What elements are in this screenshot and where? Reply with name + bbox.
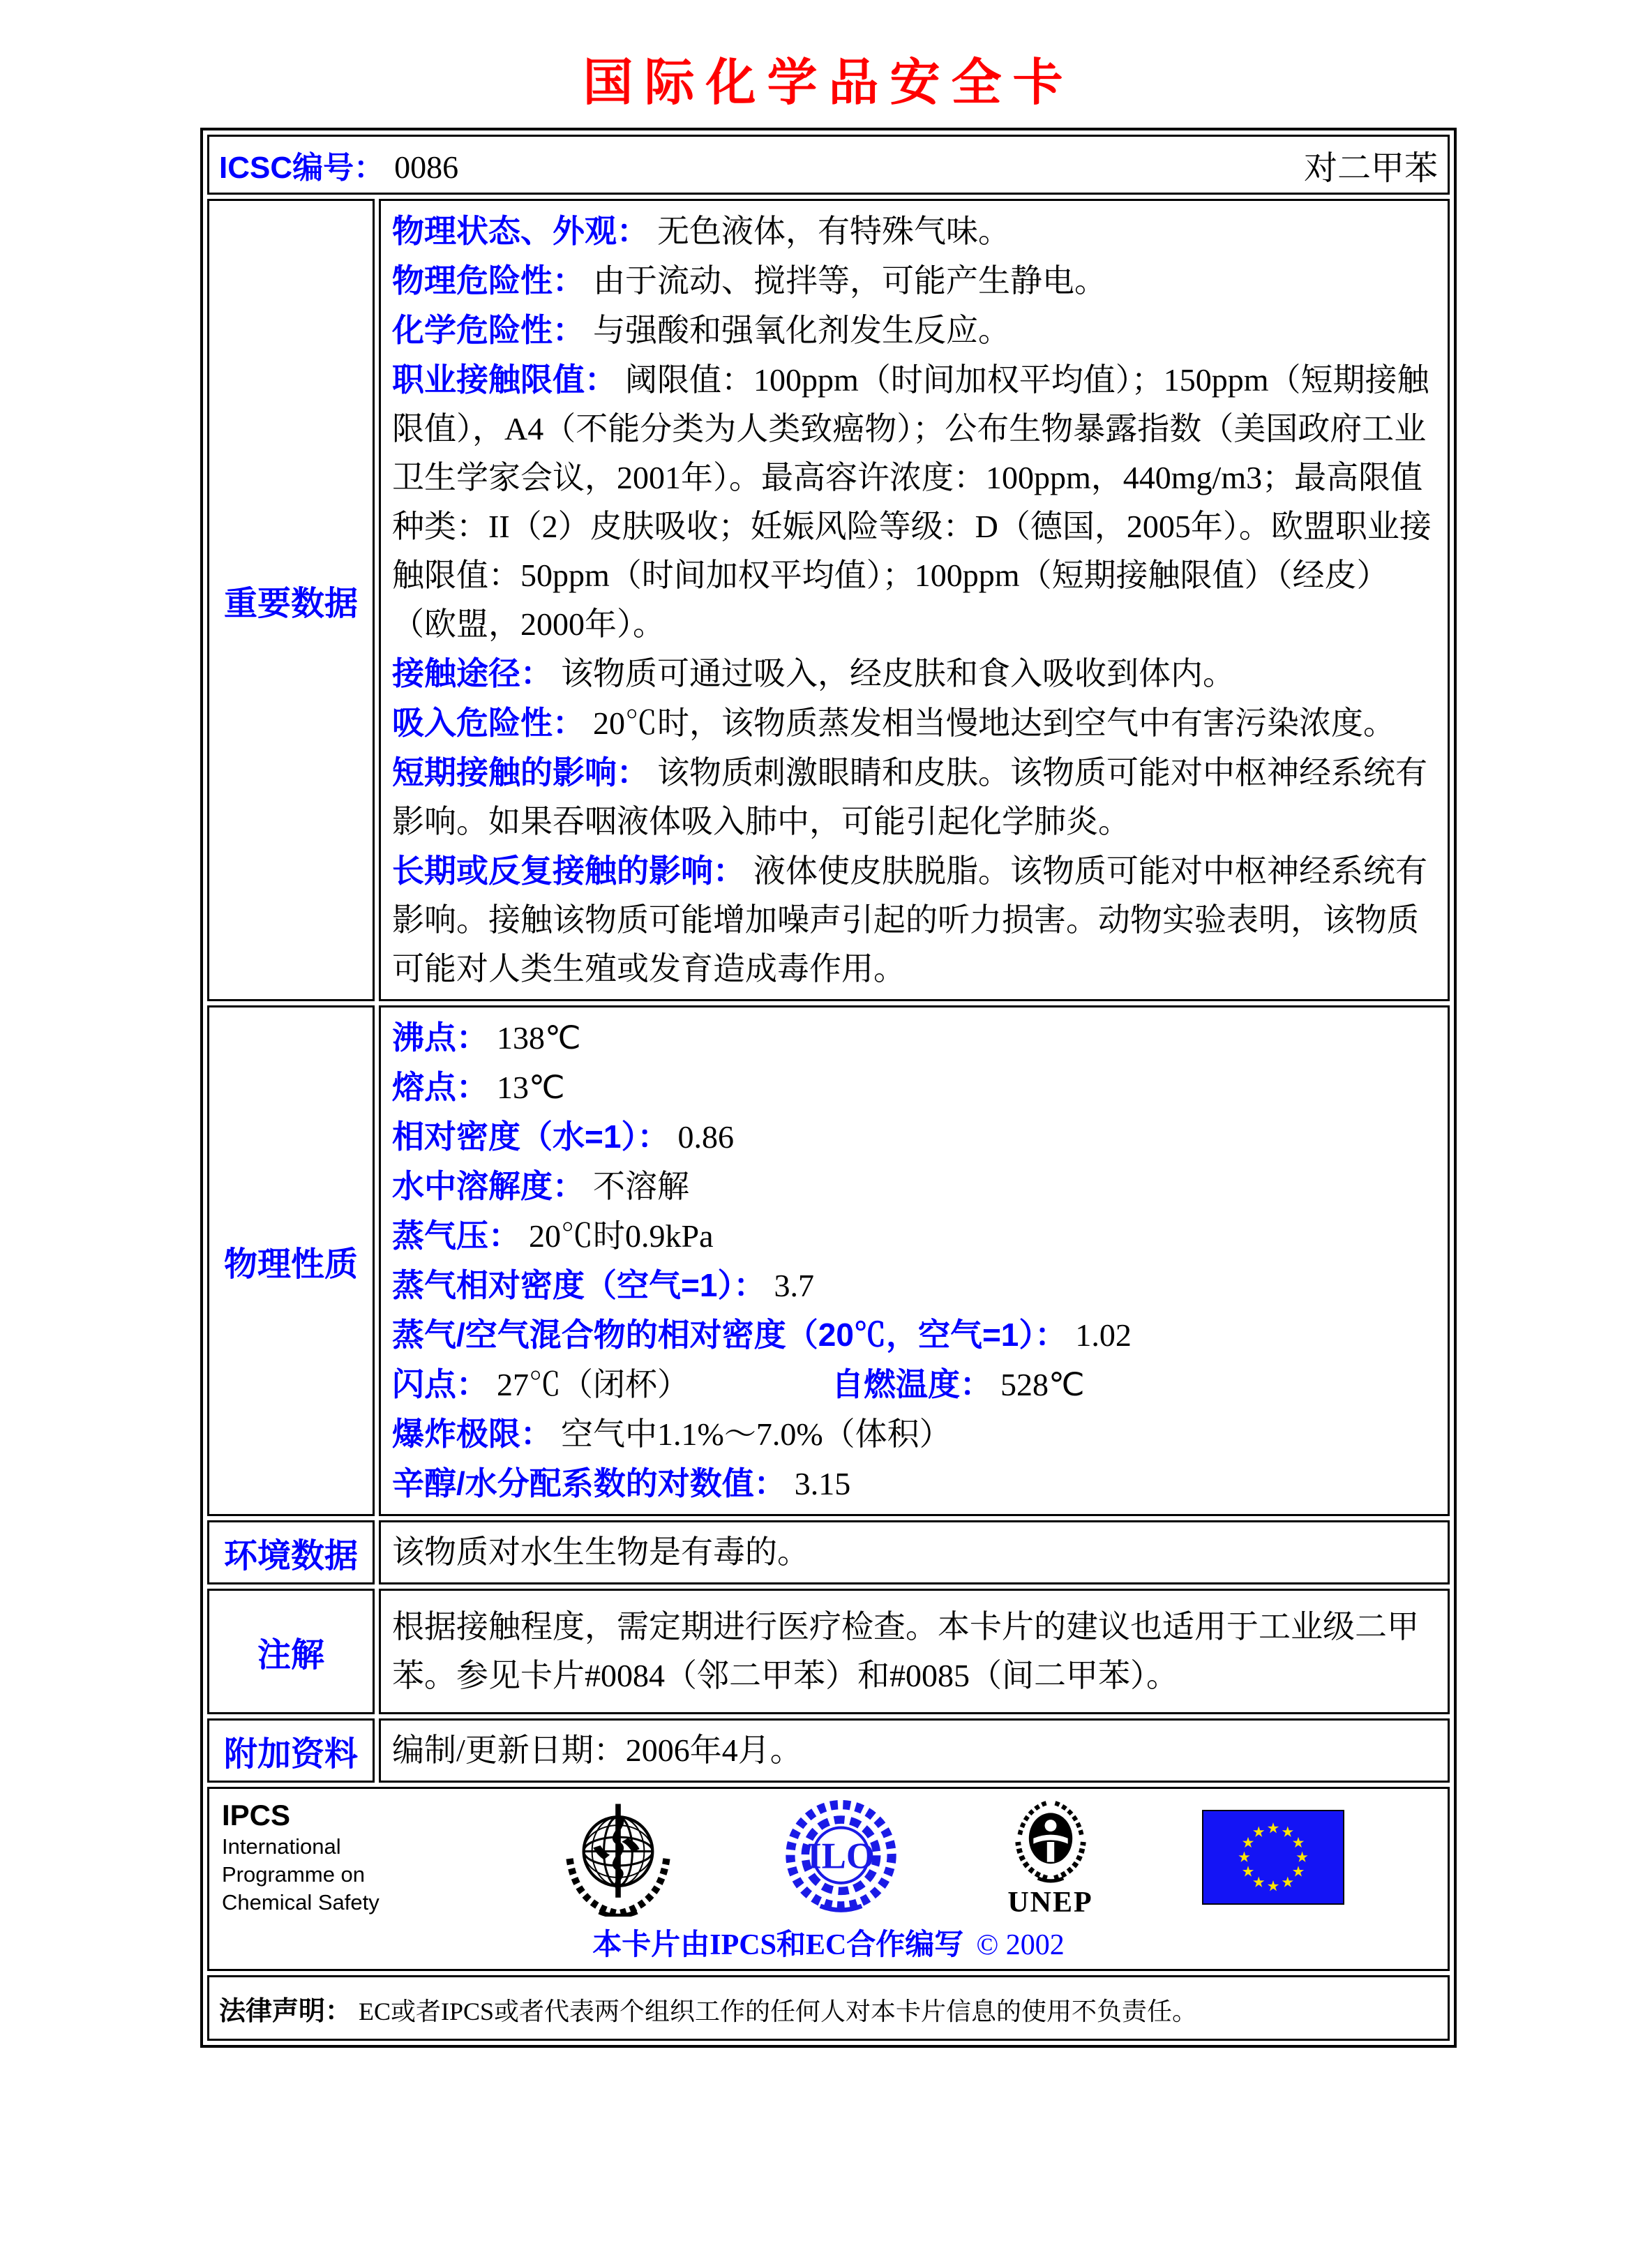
physical-item: 熔点： 13℃ xyxy=(392,1069,565,1105)
ipcs-text-block xyxy=(222,1798,452,1917)
physical-item: 蒸气/空气混合物的相对密度（20℃，空气=1）： 1.02 xyxy=(392,1317,1132,1353)
physical-item: 沸点： 138℃ xyxy=(392,1019,581,1056)
credit-text: 本卡片由IPCS和EC合作编写 xyxy=(592,1929,964,1961)
unep-logo-icon xyxy=(1005,1797,1096,1918)
important-data-row xyxy=(207,199,1450,1001)
icsc-number-label: ICSC编号： xyxy=(219,151,385,185)
autoignition-item: 自燃温度： 528℃ xyxy=(832,1366,1085,1402)
physical-properties-row-label: 物理性质 xyxy=(207,1005,375,1516)
additional-info-row-label: 附加资料 xyxy=(207,1718,375,1783)
important-item: 职业接触限值： 阈限值：100ppm（时间加权平均值）；150ppm（短期接触限值），A4（不能分类为人类致癌物）；公布生物暴露指数（美国政府工业卫生学家会议，2001年）。最高容许浓度：100ppm，440mg/m3；最高限值种类：II（2）皮肤吸收；妊娠风险等级：D（德国，2005年）。欧盟职业接触限值：50ppm（时间加权平均值）；100ppm（短期接触限值）（经皮）（欧盟，2000年）。 xyxy=(392,361,1432,642)
who-logo-icon xyxy=(559,1798,677,1917)
physical-item: 蒸气相对密度（空气=1）： 3.7 xyxy=(392,1267,814,1303)
notes-row xyxy=(207,1589,1450,1714)
ipcs-subtitle-line3: Chemical Safety xyxy=(222,1890,380,1914)
notes-text: 根据接触程度，需定期进行医疗检查。本卡片的建议也适用于工业级二甲苯。参见卡片#0084（邻二甲苯）和#0085（间二甲苯）。 xyxy=(392,1609,1419,1693)
ipcs-subtitle-line1: International xyxy=(222,1834,341,1859)
physical-item: 蒸气压： 20℃时0.9kPa xyxy=(392,1217,714,1254)
important-data-content xyxy=(379,199,1450,1001)
environment-data-content xyxy=(379,1520,1450,1584)
important-item: 物理危险性： 由于流动、搅拌等，可能产生静电。 xyxy=(392,262,1106,299)
page-title: 国际化学品安全卡 xyxy=(583,55,1074,111)
physical-item: 辛醇/水分配系数的对数值： 3.15 xyxy=(392,1465,851,1501)
icsc-number-value: 0086 xyxy=(394,149,459,185)
additional-info-content xyxy=(379,1718,1450,1783)
icsc-card-table xyxy=(200,128,1457,2048)
flash-point-item: 闪点： 27℃（闭杯） xyxy=(392,1366,689,1402)
ipcs-title: IPCS xyxy=(222,1799,291,1831)
unep-wordmark: UNEP xyxy=(1007,1887,1093,1919)
physical-item: 水中溶解度： 不溶解 xyxy=(392,1168,689,1204)
environment-data-row xyxy=(207,1520,1450,1584)
header-row xyxy=(207,135,1450,195)
ipcs-subtitle-line2: Programme on xyxy=(222,1862,366,1887)
physical-item: 相对密度（水=1）： 0.86 xyxy=(392,1118,734,1155)
notes-content xyxy=(379,1589,1450,1714)
ilo-monogram: ILO xyxy=(807,1835,875,1876)
additional-info-text: 编制/更新日期：2006年4月。 xyxy=(392,1732,802,1768)
important-item: 接触途径： 该物质可通过吸入，经皮肤和食入吸收到体内。 xyxy=(392,655,1235,691)
important-item: 吸入危险性： 20℃时，该物质蒸发相当慢地达到空气中有害污染浓度。 xyxy=(392,705,1395,741)
environment-data-text: 该物质对水生生物是有毒的。 xyxy=(392,1534,809,1570)
additional-info-row xyxy=(207,1718,1450,1783)
important-item: 物理状态、外观： 无色液体，有特殊气味。 xyxy=(392,213,1010,249)
physical-properties-row xyxy=(207,1005,1450,1516)
chemical-name: 对二甲苯 xyxy=(1303,149,1438,187)
important-item: 长期或反复接触的影响： 液体使皮肤脱脂。该物质可能对中枢神经系统有影响。接触该物质可能增加噪声引起的听力损害。动物实验表明，该物质可能对人类生殖或发育造成毒作用。 xyxy=(392,853,1427,987)
important-data-row-label: 重要数据 xyxy=(207,199,375,1001)
legal-text: EC或者IPCS或者代表两个组织工作的任何人对本卡片信息的使用不负责任。 xyxy=(359,1997,1198,2025)
notes-row-label: 注解 xyxy=(207,1589,375,1714)
important-item: 短期接触的影响： 该物质刺激眼睛和皮肤。该物质可能对中枢神经系统有影响。如果吞咽液体吸入肺中，可能引起化学肺炎。 xyxy=(392,754,1427,839)
important-item: 化学危险性： 与强酸和强氧化剂发生反应。 xyxy=(392,312,1010,348)
eu-flag-icon xyxy=(1202,1810,1344,1905)
legal-row xyxy=(207,1975,1450,2041)
physical-properties-content xyxy=(379,1005,1450,1516)
credit-line xyxy=(222,1921,1435,1963)
icsc-number-group xyxy=(219,142,458,187)
ilo-logo-icon xyxy=(783,1800,899,1915)
legal-label: 法律声明： xyxy=(219,1996,352,2026)
footer-row xyxy=(207,1787,1450,1971)
physical-item: 爆炸极限： 空气中1.1%～7.0%（体积） xyxy=(392,1416,952,1452)
credit-year: © 2002 xyxy=(976,1929,1065,1961)
physical-item-pair xyxy=(392,1360,1436,1409)
environment-data-row-label: 环境数据 xyxy=(207,1520,375,1584)
